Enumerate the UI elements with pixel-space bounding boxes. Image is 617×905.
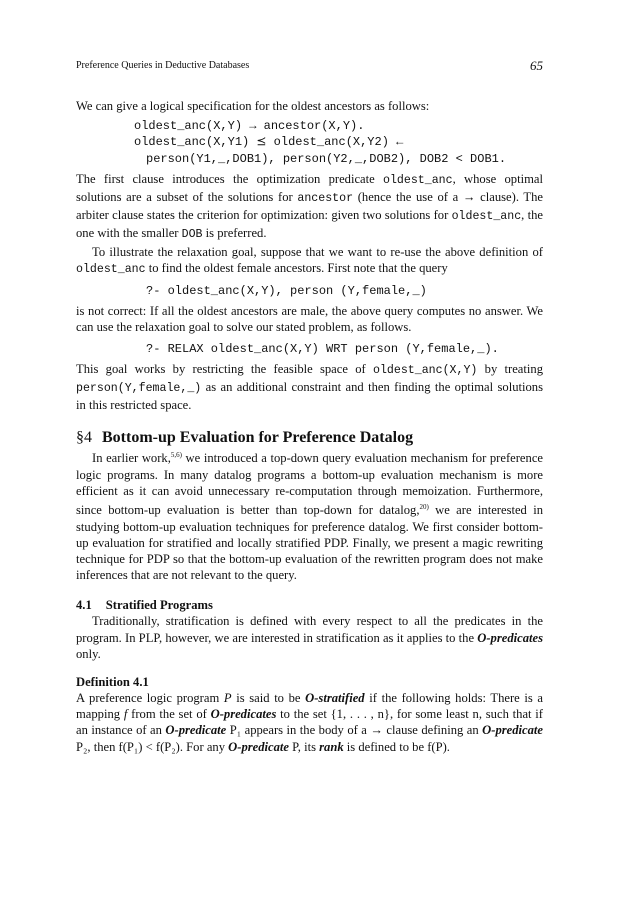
section-paragraph: In earlier work,$^{5,6)}$ we introduced a top-down query evaluation mechanism for preference logic programs. In many datalog programs a bottom-up evaluation mechanism is more efficient as it can avoid unnecessary re-computation through memoization. Furthermore, since bottom-up evaluation is better than top-down for datalog,$^{20)}$ we are interested in studying bottom-up evaluation techniques for preference datalog. We first consider bottom-up evaluation for stratified and locally stratified PDP. Finally, we present a magic rewriting technique for PDP so that the bottom-up evaluation of the rewritten program does not make inferences that are not relevant to the query. [76, 451, 543, 583]
subsection-heading: 4.1 Stratified Programs [76, 598, 213, 613]
query-1: ?- oldest_anc(X,Y), person (Y,female,_) [146, 284, 427, 299]
paragraph-4: This goal works by restricting the feasible space of oldest_anc(X,Y) by treating person(Y,female,_) as an additional constraint and then finding the optimal solutions in this restricted space. [76, 361, 543, 413]
subsection-paragraph: Traditionally, stratification is defined with every respect to all the predicates in the program. In PLP, however, we are interested in stratification as it applies to the O-predicates only. [76, 614, 543, 661]
page-number: 65 [530, 58, 543, 73]
section-heading: §4 Bottom-up Evaluation for Preference Datalog [76, 429, 414, 447]
paragraph-1: The first clause introduces the optimization predicate oldest_anc, whose optimal solutions are a subset of the solutions for ancestor (hence the use of a → clause). The arbiter clause states the criterion for optimization: given two solutions for oldest_anc, the one with the smaller DOB is preferred. [76, 171, 543, 242]
program-block [76, 118, 543, 167]
paragraph-3: is not correct: If all the oldest ancestors are male, the above query computes no answer. We can use the relaxation goal to solve our stated problem, as follows. [76, 304, 543, 335]
page [76, 60, 543, 755]
definition-heading: Definition 4.1 [76, 675, 149, 690]
intro-text: We can give a logical specification for the oldest ancestors as follows: [76, 99, 430, 113]
definition-text: A preference logic program P is said to be O-stratified if the following holds: There is a mapping f from the set of O-predicates to the set {1, . . . , n}, for some least n, such that if an instance of an O-predicate P₁ appears in the body of a → clause defining an O-predicate P₂, then f(P₁) < f(P₂). For any O-predicate P, its rank is defined to be f(P). [76, 691, 544, 754]
query-2: ?- RELAX oldest_anc(X,Y) WRT person (Y,female,_). [146, 341, 499, 356]
program-line-1: oldest_anc(X,Y) → ancestor(X,Y). [134, 119, 365, 134]
paragraph-2: To illustrate the relaxation goal, suppose that we want to re-use the above definition of oldest_anc to find the oldest female ancestors. First note that the query [76, 244, 543, 276]
running-header [76, 60, 543, 72]
program-line-2: oldest_anc(X,Y1) ⪯ oldest_anc(X,Y2) ← [134, 135, 404, 150]
running-title: Preference Queries in Deductive Databases [76, 60, 250, 71]
program-line-3: person(Y1,_,DOB1), person(Y2,_,DOB2), DOB2 < DOB1. [146, 151, 507, 166]
